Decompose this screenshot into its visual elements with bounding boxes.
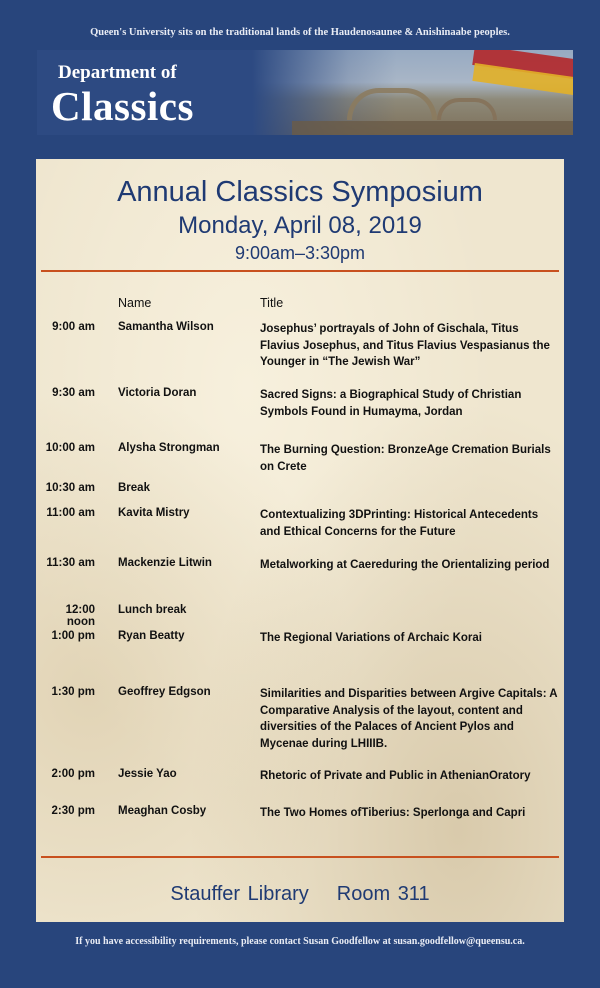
venue [36, 883, 564, 906]
department-name: Classics [51, 83, 194, 129]
row-time: 1:30 pm [51, 686, 95, 698]
row-presenter: Mackenzie Litwin [118, 557, 212, 569]
row-presenter: Break [118, 482, 150, 494]
poster-panel [36, 159, 564, 922]
column-header-name: Name [118, 296, 152, 310]
divider-top [41, 270, 559, 272]
row-talk-title: Similarities and Disparities between Argive Capitals: A Comparative Analysis of the layout, content and diversities of the Palaces of Ancient Pylos and Mycenae during LHIIIB. [260, 688, 558, 750]
venue-room: Room 311 [336, 883, 430, 905]
row-time: 9:00 am [52, 321, 95, 333]
row-time: 11:30 am [46, 557, 95, 569]
symposium-title: Annual Classics Symposium [117, 176, 483, 208]
row-talk-title: Sacred Signs: a Biographical Study of Christian Symbols Found in Humayma, Jordan [260, 389, 522, 418]
ruin-arch-small [437, 98, 497, 120]
row-time: 9:30 am [52, 387, 95, 399]
ruin-ground [292, 121, 573, 135]
row-time: 1:00 pm [51, 630, 95, 642]
row-time: 10:00 am [45, 442, 95, 454]
row-presenter: Kavita Mistry [118, 507, 190, 519]
row-presenter: Victoria Doran [118, 387, 197, 399]
venue-building: Stauffer Library [170, 883, 309, 905]
symposium-time: 9:00am–3:30pm [234, 243, 366, 263]
row-presenter: Geoffrey Edgson [118, 686, 211, 698]
banner-photo-ruins [252, 50, 573, 135]
row-talk-title: The Regional Variations of Archaic Korai [260, 632, 482, 644]
symposium-date: Monday, April 08, 2019 [178, 212, 422, 239]
row-time: 2:30 pm [51, 805, 95, 817]
row-presenter: Ryan Beatty [118, 630, 185, 642]
row-talk-title: Rhetoric of Private and Public in AthenianOratory [260, 770, 531, 782]
row-talk-title: The Two Homes ofTiberius: Sperlonga and Capri [260, 807, 526, 819]
row-talk-title: Contextualizing 3DPrinting: Historical Antecedents and Ethical Concerns for the Future [260, 509, 539, 538]
row-time: 11:00 am [46, 507, 95, 519]
accessibility-note: If you have accessibility requirements, please contact Susan Goodfellow at susan.goodfellow@queensu.ca. [75, 936, 525, 947]
department-banner [37, 50, 573, 135]
row-talk-title: Metalworking at Caereduring the Orientalizing period [260, 559, 550, 571]
divider-bottom [41, 856, 559, 858]
row-talk-title: The Burning Question: BronzeAge Cremation Burials on Crete [260, 444, 551, 473]
row-time: 10:30 am [45, 482, 95, 494]
row-presenter: Meaghan Cosby [118, 805, 207, 817]
department-label: Department of [58, 62, 177, 83]
row-talk-title: Josephus’ portrayals of John of Gischala, Titus Flavius Josephus, and Titus Flavius Vespasianus the Younger in “The Jewish War” [260, 323, 550, 368]
row-presenter: Alysha Strongman [118, 442, 220, 454]
row-time: 2:00 pm [51, 768, 95, 780]
ruin-arch [347, 88, 437, 120]
row-presenter: Samantha Wilson [118, 321, 214, 333]
row-presenter: Lunch break [118, 604, 187, 616]
row-presenter: Jessie Yao [118, 768, 177, 780]
row-time: 12:00 noon [65, 604, 95, 628]
land-acknowledgement: Queen's University sits on the traditional lands of the Haudenosaunee & Anishinaabe peoples. [90, 27, 510, 38]
column-header-title: Title [260, 296, 284, 310]
